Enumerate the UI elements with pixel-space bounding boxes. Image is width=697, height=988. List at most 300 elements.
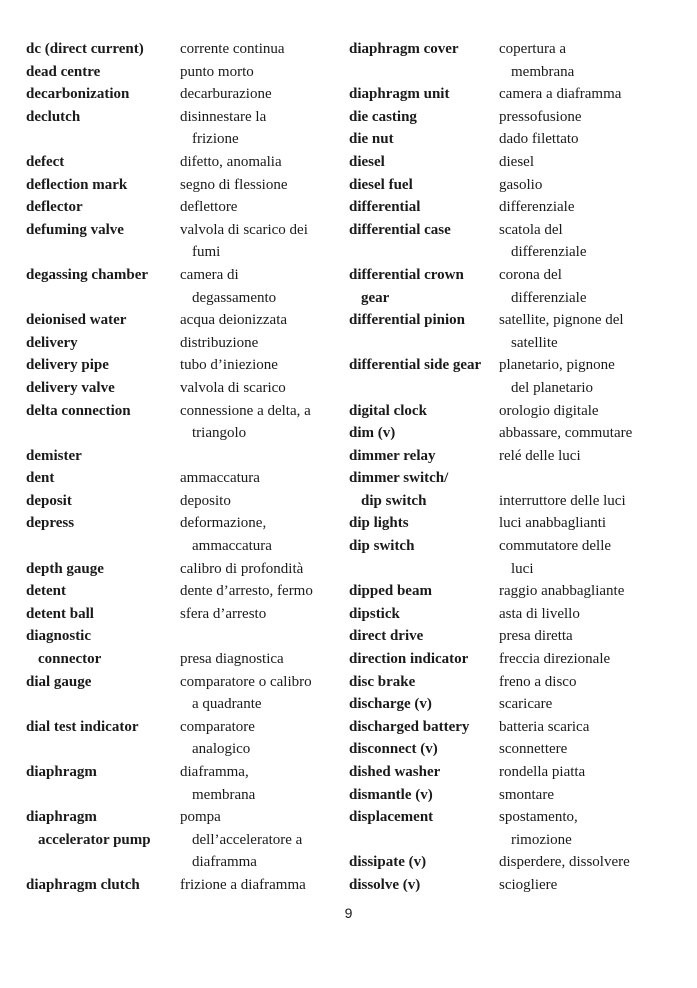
entry-translation: [180, 196, 346, 219]
entry-term: [26, 761, 180, 784]
entry-term: [26, 38, 180, 61]
entry-translation: [499, 784, 669, 807]
entry-term: [349, 38, 499, 61]
term-line: delivery: [26, 334, 78, 351]
entry-term: [26, 671, 180, 694]
entry-translation: [499, 264, 669, 309]
translation-line: calibro di profondità: [180, 560, 304, 577]
entry-term: [349, 874, 499, 897]
term-line: diesel: [349, 153, 385, 170]
glossary-entry: [349, 512, 669, 535]
translation-line: rondella piatta: [499, 764, 586, 780]
term-line: displacement: [349, 809, 434, 826]
glossary-entry: [349, 580, 669, 603]
entry-translation: [180, 603, 346, 626]
translation-line: membrana: [192, 786, 256, 803]
entry-term: [349, 422, 499, 445]
glossary-entry: [26, 558, 346, 581]
entry-translation: [180, 61, 346, 84]
translation-line: luci anabbaglianti: [499, 515, 607, 532]
translation-line: presa diagnostica: [180, 651, 284, 668]
glossary-entry: [26, 219, 346, 264]
entry-translation: [499, 874, 669, 897]
right-column: [349, 38, 669, 897]
glossary-entry: [26, 625, 346, 670]
entry-translation: [499, 806, 669, 851]
term-line: discharge (v): [349, 696, 432, 713]
term-line: direct drive: [349, 628, 424, 645]
entry-translation: [499, 512, 669, 535]
translation-line: pressofusione: [499, 108, 582, 125]
translation-line: comparatore: [180, 718, 255, 735]
term-line: dimmer relay: [349, 447, 436, 464]
entry-translation: [499, 535, 669, 580]
glossary-entry: [26, 38, 346, 61]
translation-line: scatola del: [499, 221, 563, 238]
translation-line: diaframma: [192, 854, 257, 871]
translation-line: diaframma,: [180, 764, 249, 780]
translation-line: dado filettato: [499, 131, 579, 148]
entry-translation: [499, 400, 669, 423]
entry-translation: [499, 851, 669, 874]
translation-line: a quadrante: [192, 696, 262, 713]
entry-term: [26, 196, 180, 219]
entry-translation: [180, 83, 346, 106]
glossary-entry: [26, 400, 346, 445]
term-line: dent: [26, 470, 55, 487]
glossary-entry: [349, 671, 669, 694]
entry-translation: [499, 603, 669, 626]
entry-translation: [499, 151, 669, 174]
entry-translation: [499, 445, 669, 468]
translation-line: sconnettere: [499, 741, 568, 758]
term-line: die nut: [349, 131, 394, 148]
glossary-entry: [349, 716, 669, 739]
entry-translation: [499, 625, 669, 648]
glossary-entry: [26, 174, 346, 197]
entry-term: [349, 128, 499, 151]
entry-term: [26, 174, 180, 197]
term-line: dissipate (v): [349, 854, 427, 871]
term-line: disc brake: [349, 673, 416, 690]
glossary-entry: [349, 761, 669, 784]
glossary-entry: [349, 196, 669, 219]
translation-line: freccia direzionale: [499, 651, 611, 668]
entry-term: [26, 874, 180, 897]
entry-translation: [499, 83, 669, 106]
translation-line: copertura a: [499, 41, 567, 57]
glossary-entry: [26, 332, 346, 355]
translation-line: corona del: [499, 266, 562, 283]
translation-line: differenziale: [511, 289, 587, 306]
entry-term: [349, 83, 499, 106]
entry-translation: [499, 219, 669, 264]
term-line: decarbonization: [26, 86, 130, 103]
entry-translation: [499, 422, 669, 445]
term-line: differential crown: [349, 266, 464, 283]
left-column: [26, 38, 346, 897]
term-line: delivery pipe: [26, 357, 109, 374]
term-line: dial gauge: [26, 673, 92, 690]
translation-line: planetario, pignone: [499, 357, 615, 374]
entry-translation: [499, 128, 669, 151]
term-line: diaphragm unit: [349, 86, 450, 103]
entry-term: [26, 467, 180, 490]
entry-translation: [499, 580, 669, 603]
entry-term: [26, 354, 180, 377]
glossary-entry: [26, 716, 346, 761]
entry-term: [349, 174, 499, 197]
term-line: differential side gear: [349, 357, 482, 374]
term-line: digital clock: [349, 402, 427, 419]
entry-term: [349, 851, 499, 874]
glossary-entry: [349, 174, 669, 197]
glossary-entry: [26, 264, 346, 309]
glossary-entry: [349, 38, 669, 83]
entry-term: [26, 400, 180, 423]
entry-term: [349, 535, 499, 558]
entry-term: [26, 806, 180, 851]
term-line: disconnect (v): [349, 741, 438, 758]
entry-translation: [180, 106, 346, 151]
entry-translation: [499, 354, 669, 399]
entry-term: [26, 219, 180, 242]
entry-translation: [180, 354, 346, 377]
entry-term: [349, 738, 499, 761]
term-line: detent ball: [26, 605, 94, 622]
translation-line: frizione: [192, 131, 239, 148]
glossary-entry: [26, 761, 346, 806]
entry-term: [349, 580, 499, 603]
term-line: dished washer: [349, 764, 441, 780]
translation-line: relé delle luci: [499, 447, 581, 464]
entry-term: [349, 648, 499, 671]
term-line: degassing chamber: [26, 266, 149, 283]
term-line: deflector: [26, 199, 83, 216]
entry-translation: [180, 490, 346, 513]
entry-term: [26, 603, 180, 626]
entry-term: [349, 625, 499, 648]
translation-line: presa diretta: [499, 628, 573, 645]
entry-translation: [180, 445, 346, 468]
glossary-entry: [349, 83, 669, 106]
glossary-entry: [349, 400, 669, 423]
glossary-entry: [349, 603, 669, 626]
translation-line: camera a diaframma: [499, 86, 622, 103]
glossary-entry: [26, 580, 346, 603]
translation-line: deflettore: [180, 199, 238, 216]
page-number: 9: [344, 905, 353, 921]
translation-line: freno a disco: [499, 673, 577, 690]
term-line: deposit: [26, 492, 72, 509]
translation-line: orologio digitale: [499, 402, 599, 419]
translation-line: [499, 467, 669, 490]
glossary-entry: [349, 106, 669, 129]
translation-line: smontare: [499, 786, 554, 803]
translation-line: deposito: [180, 492, 231, 509]
entry-translation: [499, 174, 669, 197]
translation-line: ammaccatura: [192, 538, 272, 555]
entry-term: [349, 400, 499, 423]
translation-line: gasolio: [499, 176, 543, 193]
translation-line: membrana: [511, 63, 575, 80]
translation-line: camera di: [180, 266, 239, 283]
translation-line: spostamento,: [499, 809, 578, 826]
term-line: differential case: [349, 221, 451, 238]
entry-translation: [499, 761, 669, 784]
term-line: accelerator pump: [38, 831, 151, 848]
entry-term: [26, 151, 180, 174]
term-line: dial test indicator: [26, 718, 139, 735]
entry-translation: [180, 467, 346, 490]
glossary-entry: [26, 61, 346, 84]
translation-line: acqua deionizzata: [180, 312, 288, 329]
glossary-entry: [349, 422, 669, 445]
translation-line: differenziale: [499, 199, 575, 216]
entry-translation: [499, 738, 669, 761]
term-line: diaphragm: [26, 764, 97, 780]
term-line: dipstick: [349, 605, 400, 622]
entry-translation: [180, 671, 346, 716]
glossary-entry: [26, 467, 346, 490]
term-line: declutch: [26, 108, 81, 125]
entry-term: [26, 445, 180, 468]
entry-translation: [180, 580, 346, 603]
glossary-entry: [349, 625, 669, 648]
term-line: depress: [26, 515, 75, 532]
translation-line: decarburazione: [180, 86, 272, 103]
entry-translation: [180, 558, 346, 581]
entry-translation: [180, 400, 346, 445]
term-line: differential: [349, 199, 421, 216]
glossary-entry: [349, 354, 669, 399]
translation-line: comparatore o calibro: [180, 673, 312, 690]
glossary-entry: [26, 354, 346, 377]
translation-line: tubo d’iniezione: [180, 357, 278, 374]
entry-term: [349, 806, 499, 829]
entry-term: [26, 332, 180, 355]
glossary-entry: [349, 693, 669, 716]
entry-translation: [499, 467, 669, 512]
entry-translation: [499, 693, 669, 716]
term-line: dimmer switch/: [349, 470, 449, 487]
translation-line: difetto, anomalia: [180, 153, 282, 170]
entry-term: [349, 467, 499, 512]
glossary-entry: [26, 490, 346, 513]
translation-line: del planetario: [511, 379, 594, 396]
term-line: dissolve (v): [349, 876, 421, 893]
translation-line: sfera d’arresto: [180, 605, 267, 622]
entry-translation: [180, 332, 346, 355]
entry-term: [26, 580, 180, 603]
translation-line: distribuzione: [180, 334, 259, 351]
glossary-entry: [349, 648, 669, 671]
entry-translation: [180, 38, 346, 61]
entry-term: [26, 309, 180, 332]
translation-line: punto morto: [180, 63, 254, 80]
term-line: defect: [26, 153, 65, 170]
translation-line: valvola di scarico: [180, 379, 286, 396]
translation-line: interruttore delle luci: [499, 492, 626, 509]
entry-translation: [499, 671, 669, 694]
translation-line: scaricare: [499, 696, 553, 713]
glossary-entry: [349, 264, 669, 309]
entry-translation: [499, 648, 669, 671]
entry-term: [26, 264, 180, 287]
entry-term: [26, 377, 180, 400]
term-line: deionised water: [26, 312, 127, 329]
entry-translation: [180, 151, 346, 174]
term-line: dead centre: [26, 63, 101, 80]
glossary-entry: [349, 445, 669, 468]
term-line: diagnostic: [26, 628, 92, 645]
entry-term: [349, 219, 499, 242]
translation-line: satellite, pignone del: [499, 312, 624, 329]
term-line: demister: [26, 447, 82, 464]
translation-line: abbassare, commutare: [499, 425, 633, 442]
entry-translation: [180, 716, 346, 761]
glossary-entry: [349, 784, 669, 807]
translation-line: pompa: [180, 809, 221, 826]
translation-line: rimozione: [511, 831, 572, 848]
term-line: detent: [26, 583, 66, 600]
entry-term: [349, 603, 499, 626]
term-line: differential pinion: [349, 312, 465, 329]
entry-translation: [180, 761, 346, 806]
entry-translation: [180, 874, 346, 897]
term-line: depth gauge: [26, 560, 104, 577]
entry-translation: [499, 309, 669, 354]
entry-translation: [499, 106, 669, 129]
entry-translation: [180, 309, 346, 332]
translation-line: dell’acceleratore a: [192, 831, 303, 848]
entry-term: [349, 671, 499, 694]
term-line: diaphragm: [26, 809, 97, 826]
translation-line: disinnestare la: [180, 108, 267, 125]
glossary-entry: [26, 377, 346, 400]
entry-translation: [180, 512, 346, 557]
translation-line: batteria scarica: [499, 718, 590, 735]
glossary-entry: [349, 151, 669, 174]
term-line: direction indicator: [349, 651, 469, 668]
translation-line: segno di flessione: [180, 176, 288, 193]
entry-translation: [499, 716, 669, 739]
term-line: dip switch: [349, 538, 415, 555]
glossary-entry: [26, 83, 346, 106]
glossary-entry: [26, 445, 346, 468]
translation-line: commutatore delle: [499, 538, 612, 555]
entry-term: [349, 761, 499, 784]
entry-term: [349, 693, 499, 716]
glossary-entry: [349, 851, 669, 874]
translation-line: frizione a diaframma: [180, 876, 306, 893]
translation-line: degassamento: [192, 289, 277, 306]
entry-term: [349, 264, 499, 309]
entry-translation: [499, 196, 669, 219]
translation-line: ammaccatura: [180, 470, 260, 487]
translation-line: fumi: [192, 244, 221, 261]
term-line: diaphragm clutch: [26, 876, 140, 893]
translation-line: asta di livello: [499, 605, 580, 622]
entry-term: [26, 490, 180, 513]
entry-term: [349, 445, 499, 468]
glossary-entry: [26, 309, 346, 332]
entry-term: [26, 83, 180, 106]
glossary-entry: [349, 738, 669, 761]
translation-line: differenziale: [511, 244, 587, 261]
entry-term: [349, 512, 499, 535]
translation-line: deformazione,: [180, 515, 267, 532]
glossary-entry: [349, 874, 669, 897]
translation-line: sciogliere: [499, 876, 558, 893]
glossary-entry: [349, 309, 669, 354]
entry-term: [26, 558, 180, 581]
translation-line: [180, 445, 346, 468]
translation-line: luci: [511, 560, 534, 577]
entry-term: [26, 106, 180, 129]
term-line: dim (v): [349, 425, 396, 442]
term-line: die casting: [349, 108, 417, 125]
entry-translation: [180, 219, 346, 264]
translation-line: satellite: [511, 334, 558, 351]
translation-line: dente d’arresto, fermo: [180, 583, 313, 600]
translation-line: triangolo: [192, 425, 247, 442]
entry-translation: [180, 377, 346, 400]
glossary-entry: [349, 806, 669, 851]
term-line: deflection mark: [26, 176, 128, 193]
term-line: connector: [38, 651, 102, 668]
entry-term: [26, 625, 180, 670]
entry-translation: [180, 625, 346, 670]
term-line: delta connection: [26, 402, 131, 419]
glossary-entry: [349, 535, 669, 580]
glossary-entry: [26, 151, 346, 174]
entry-translation: [180, 174, 346, 197]
translation-line: diesel: [499, 153, 534, 170]
term-line: discharged battery: [349, 718, 470, 735]
translation-line: raggio anabbagliante: [499, 583, 625, 600]
entry-term: [349, 196, 499, 219]
glossary-entry: [349, 128, 669, 151]
translation-line: disperdere, dissolvere: [499, 854, 630, 871]
entry-term: [26, 716, 180, 739]
translation-line: corrente continua: [180, 41, 285, 57]
translation-line: connessione a delta, a: [180, 402, 311, 419]
translation-line: analogico: [192, 741, 251, 758]
term-line: dip lights: [349, 515, 409, 532]
term-line: defuming valve: [26, 221, 124, 238]
term-line: dipped beam: [349, 583, 432, 600]
term-line: gear: [361, 289, 390, 306]
term-line: dc (direct current): [26, 41, 144, 57]
entry-term: [349, 151, 499, 174]
translation-line: [180, 625, 346, 648]
entry-term: [349, 354, 499, 377]
glossary-entry: [26, 196, 346, 219]
entry-term: [26, 512, 180, 535]
entry-translation: [180, 806, 346, 874]
translation-line: valvola di scarico dei: [180, 221, 308, 238]
entry-term: [26, 61, 180, 84]
term-line: diesel fuel: [349, 176, 413, 193]
glossary-entry: [26, 512, 346, 557]
glossary-entry: [26, 671, 346, 716]
term-line: delivery valve: [26, 379, 115, 396]
entry-term: [349, 106, 499, 129]
term-line: dismantle (v): [349, 786, 433, 803]
entry-term: [349, 716, 499, 739]
term-line: diaphragm cover: [349, 41, 459, 57]
